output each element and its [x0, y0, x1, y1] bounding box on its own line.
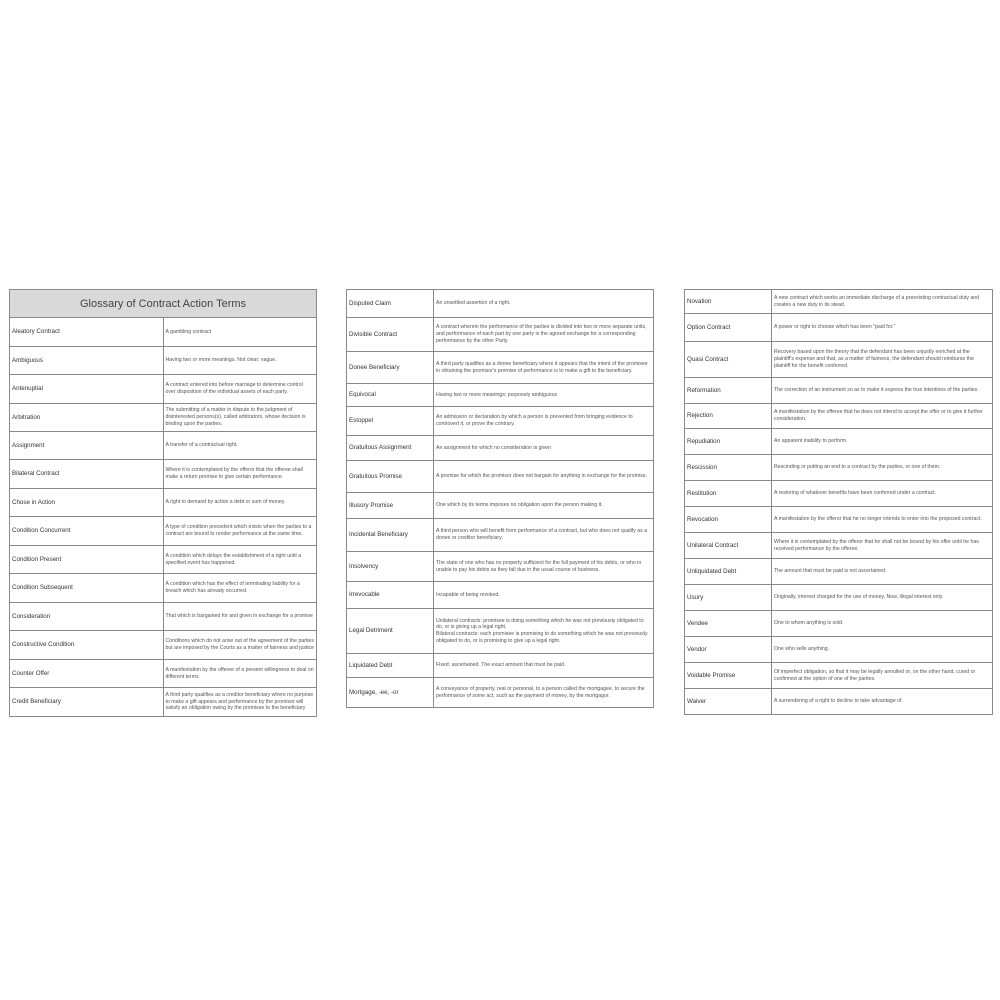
glossary-row — [347, 552, 654, 582]
glossary-definition: A right to demand by action a debt or sum of money. — [163, 489, 317, 517]
glossary-definition: That which is bargained for and given in exchange for a promise — [163, 603, 317, 631]
glossary-definition: A manifestation by the offeree that he does not intend to accept the offer or to give it further consideration. — [772, 404, 993, 429]
glossary-term: Estoppel — [347, 407, 434, 436]
glossary-row — [347, 436, 654, 461]
glossary-definition: The state of one who has no property sufficient for the full payment of his debts, or who in unable to pay his debts as they fall due in the usual course of business. — [434, 552, 654, 582]
glossary-row — [685, 663, 993, 689]
glossary-table-3 — [684, 289, 993, 715]
glossary-page-1 — [9, 289, 317, 717]
glossary-definition: Of imperfect obligation, so that it may be legally annulled or, on the other hand, cured or confirmed at the option of one of the parties. — [772, 663, 993, 689]
glossary-row — [347, 318, 654, 352]
glossary-row — [10, 432, 317, 460]
glossary-row — [10, 660, 317, 688]
glossary-term: Vendee — [685, 611, 772, 637]
glossary-definition: Incapable of being revoked. — [434, 582, 654, 609]
glossary-term: Arbitration — [10, 404, 164, 432]
glossary-row — [347, 519, 654, 552]
glossary-definition: The amount that must be paid is not ascertained. — [772, 559, 993, 585]
glossary-term: Assignment — [10, 432, 164, 460]
glossary-term: Counter Offer — [10, 660, 164, 688]
glossary-term: Voidable Promise — [685, 663, 772, 689]
glossary-row — [10, 574, 317, 603]
glossary-definition: A surrendering of a right to decline to take advantage of. — [772, 689, 993, 715]
glossary-row — [685, 637, 993, 663]
glossary-row — [10, 489, 317, 517]
glossary-row — [10, 603, 317, 631]
glossary-term: Constructive Condition — [10, 631, 164, 660]
glossary-term: Gratuitous Promise — [347, 461, 434, 493]
glossary-term: Restitution — [685, 481, 772, 507]
glossary-term: Quasi Contract — [685, 342, 772, 378]
glossary-table-2 — [346, 289, 654, 708]
glossary-term: Bilateral Contract — [10, 460, 164, 489]
glossary-definition: A third party qualifies as a donee beneficiary where it appears that the intent of the promisee in obtaining the promisor's promise of performance is to make a gift to the beneficiary. — [434, 352, 654, 384]
glossary-row — [685, 342, 993, 378]
glossary-title: Glossary of Contract Action Terms — [10, 290, 317, 318]
glossary-definition: Originally, interest charged for the use of money. Now, illegal interest only. — [772, 585, 993, 611]
glossary-definition: A condition which has the effect of terminating liability for a breach which has already occurred. — [163, 574, 317, 603]
glossary-row — [685, 689, 993, 715]
glossary-row — [685, 404, 993, 429]
glossary-definition: A gambling contract — [163, 318, 317, 347]
glossary-page-2 — [346, 289, 654, 708]
glossary-row — [685, 533, 993, 559]
glossary-definition: A conveyance of property, real or personal, to a person called the mortgagee, to secure the performance of some act, such as the payment of money, by the mortgagor. — [434, 678, 654, 708]
glossary-definition: Where it is contemplated by the offeror that he shall not be bound by his offer until he has received performance by the offeree. — [772, 533, 993, 559]
glossary-term: Unilateral Contract — [685, 533, 772, 559]
glossary-row — [347, 384, 654, 407]
glossary-row — [10, 460, 317, 489]
glossary-page-3 — [684, 289, 993, 715]
glossary-definition: A transfer of a contractual right. — [163, 432, 317, 460]
glossary-row — [10, 517, 317, 546]
glossary-term: Ambiguous — [10, 347, 164, 375]
glossary-term: Option Contract — [685, 314, 772, 342]
glossary-row — [685, 378, 993, 404]
glossary-definition: A condition which delays the establishment of a right until a specified event has happened. — [163, 546, 317, 574]
glossary-term: Antenuptial — [10, 375, 164, 404]
glossary-row — [347, 678, 654, 708]
glossary-term: Novation — [685, 290, 772, 314]
glossary-table-1 — [9, 289, 317, 717]
glossary-row — [347, 352, 654, 384]
glossary-definition: A manifestation by the offeror that he no longer intends to enter into the proposed contract. — [772, 507, 993, 533]
glossary-definition: Having two or more meanings; purposely ambiguous — [434, 384, 654, 407]
glossary-definition: One who sells anything. — [772, 637, 993, 663]
glossary-definition: An assignment for which no consideration is given — [434, 436, 654, 461]
glossary-row — [685, 290, 993, 314]
glossary-term: Condition Concurrent — [10, 517, 164, 546]
glossary-definition: A third person who will benefit from performance of a contract, but who does not qualify as a donee or creditor beneficiary. — [434, 519, 654, 552]
glossary-definition: Having two or more meanings. Not clear; vague. — [163, 347, 317, 375]
glossary-term: Donee Beneficiary — [347, 352, 434, 384]
glossary-term: Rejection — [685, 404, 772, 429]
glossary-definition: The correction of an instrument so as to make it express the true intentions of the parties. — [772, 378, 993, 404]
glossary-term: Credit Beneficiary — [10, 688, 164, 717]
glossary-row — [10, 404, 317, 432]
glossary-row — [347, 461, 654, 493]
glossary-definition: A promise for which the promisor does not bargain for anything in exchange for the promise. — [434, 461, 654, 493]
glossary-term: Vendor — [685, 637, 772, 663]
glossary-row — [685, 314, 993, 342]
glossary-row — [10, 546, 317, 574]
glossary-term: Reformation — [685, 378, 772, 404]
glossary-row — [10, 688, 317, 717]
glossary-row — [685, 585, 993, 611]
glossary-row — [347, 493, 654, 519]
glossary-definition: A third party qualifies as a creditor beneficiary where no purpose to make a gift appears and performance by the promisor will satisfy an obligation owing by the promisee to the beneficiary — [163, 688, 317, 717]
glossary-definition: An apparent inability to perform. — [772, 429, 993, 455]
glossary-term: Consideration — [10, 603, 164, 631]
glossary-term: Gratuitous Assignment — [347, 436, 434, 461]
glossary-row — [685, 455, 993, 481]
glossary-definition: Fixed; ascertained. The exact amount that must be paid. — [434, 654, 654, 678]
glossary-definition: A power or right to choose which has been "paid for." — [772, 314, 993, 342]
glossary-definition: The submitting of a matter in dispute to the judgment of disinterested persons(s), called arbitrators, whose decision is binding upon the parties. — [163, 404, 317, 432]
glossary-row — [10, 318, 317, 347]
glossary-term: Mortgage, -ee, -or — [347, 678, 434, 708]
glossary-term: Revocation — [685, 507, 772, 533]
glossary-term: Aleatory Contract — [10, 318, 164, 347]
glossary-term: Rescission — [685, 455, 772, 481]
glossary-term: Usury — [685, 585, 772, 611]
glossary-row — [10, 631, 317, 660]
glossary-definition: One to whom anything is sold. — [772, 611, 993, 637]
glossary-row — [347, 290, 654, 318]
glossary-term: Insolvency — [347, 552, 434, 582]
glossary-term: Illusory Promise — [347, 493, 434, 519]
glossary-term: Divisible Contract — [347, 318, 434, 352]
glossary-definition: An admission or declaration by which a person is prevented from bringing evidence to controvert it, or prove the contrary. — [434, 407, 654, 436]
glossary-term: Liquidated Debt — [347, 654, 434, 678]
glossary-row — [347, 609, 654, 654]
glossary-term: Irrevocable — [347, 582, 434, 609]
glossary-definition: One which by its terms imposes no obligation upon the person making it. — [434, 493, 654, 519]
glossary-term: Incidental Beneficiary — [347, 519, 434, 552]
glossary-definition: A restoring of whatever benefits have been conferred under a contract. — [772, 481, 993, 507]
glossary-definition: Conditions which do not arise out of the agreement of the parties but are imposed by the Courts as a matter of fairness and justice — [163, 631, 317, 660]
glossary-definition: Recovery based upon the theory that the defendant has been unjustly enriched at the plaintiff's expense and that, as a matter of fairness, the defendant should reimburse the plaintiff for the benefit conferred. — [772, 342, 993, 378]
glossary-row — [685, 611, 993, 637]
glossary-definition: Rescinding or putting an end to a contract by the parties, or one of them. — [772, 455, 993, 481]
glossary-term: Condition Subsequent — [10, 574, 164, 603]
glossary-term: Waiver — [685, 689, 772, 715]
glossary-definition: Where it is contemplated by the offeror that the offeree shall make a return promise to give certain performance. — [163, 460, 317, 489]
glossary-term: Unliquidated Debt — [685, 559, 772, 585]
glossary-term: Disputed Claim — [347, 290, 434, 318]
glossary-term: Equivocal — [347, 384, 434, 407]
glossary-row — [347, 407, 654, 436]
glossary-term: Chose in Action — [10, 489, 164, 517]
glossary-row — [10, 375, 317, 404]
glossary-definition: A contract entered into before marriage to determine control over disposition of the individual assets of each party. — [163, 375, 317, 404]
glossary-row — [10, 347, 317, 375]
glossary-definition: An unsettled assertion of a right. — [434, 290, 654, 318]
glossary-row — [685, 429, 993, 455]
glossary-row — [685, 559, 993, 585]
glossary-term: Legal Detriment — [347, 609, 434, 654]
glossary-row — [685, 507, 993, 533]
glossary-row — [347, 582, 654, 609]
glossary-definition: Unilateral contracts: promisee is doing something which he was not previously obligated to do, or is giving up a legal right. Bilateral contracts: each promisee is promising to do something which he was not previously obligated to do, or is promising to give up a legal right. — [434, 609, 654, 654]
glossary-definition: A type of condition precedent which exists when the parties to a contract are bound to render performance at the same time. — [163, 517, 317, 546]
glossary-row — [685, 481, 993, 507]
glossary-definition: A contract wherein the performance of the parties is divided into two or more separate units, and performance of each part by one party is the agreed exchange for a corresponding performance by the other Party. — [434, 318, 654, 352]
glossary-row — [347, 654, 654, 678]
glossary-term: Repudiation — [685, 429, 772, 455]
glossary-definition: A new contract which works an immediate discharge of a preexisting contractual duty and creates a new duty in its stead. — [772, 290, 993, 314]
glossary-term: Condition Present — [10, 546, 164, 574]
glossary-definition: A manifestation by the offeree of a present willingness to deal on different terms. — [163, 660, 317, 688]
